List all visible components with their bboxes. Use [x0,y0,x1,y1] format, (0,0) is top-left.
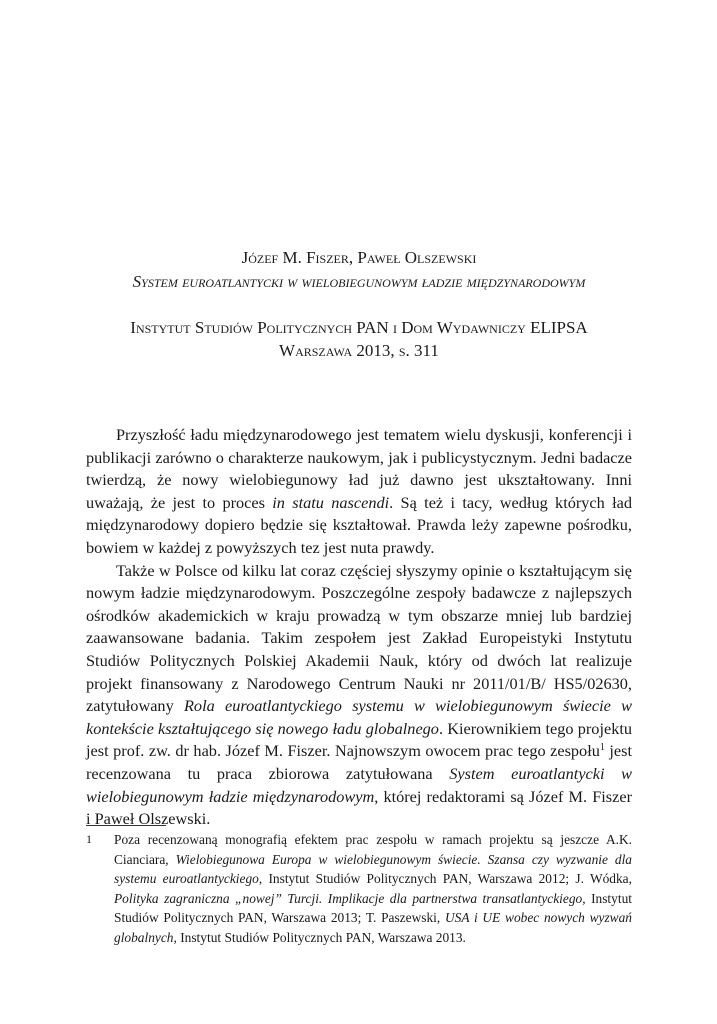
footnote-divider [86,825,166,826]
review-body [86,424,632,831]
paragraph-2 [86,560,632,831]
paragraph-2-italic-a: Rola euroatlantyckiego systemu w wielobiegunowym świecie w kontekście kształtującego się nowego ładu globalnego [86,696,633,738]
paragraph-2-text-b: . Kierownikiem tego projektu jest prof. zw. dr hab. Józef M. Fiszer. Najnowszym owocem prac tego zespołu [86,718,632,761]
footnote-italic-b: Polityka zagraniczna „nowej” Turcji. Implikacje dla partnerstwa transatlantyckiego [114,890,583,906]
place-year-pages: Warszawa 2013, s. 311 [279,341,439,360]
paragraph-2-text-a: Także w Polsce od kilku lat coraz częściej słyszymy opinie o kształtującym się nowym ładzie międzynarodowym. Poszczególne zespoły badawcze z najlepszych ośrodków akademickich w kraju prowadzą w tym obszarze mniej lub bardziej zaawansowane badania. Takim zespołem jest Zakład Europeistyki Instytutu Studiów Politycznych Polskiej Akademii Nauk, który od dwóch lat realizuje projekt finansowany z Narodowego Centrum Nauki nr 2011/01/B/ HS5/02630, zatytułowany [86,560,632,716]
footnote-text-b: , Instytut Studiów Politycznych PAN, Warszawa 2012; J. Wódka, [258,871,632,887]
paragraph-1-text-b: . Są też i tacy, według których ład międzynarodowy dopiero będzie się kształtował. Prawda leży zapewne pośrodku, bowiem w każdej z powyższych tez jest nuta prawdy. [86,492,633,557]
publisher: Instytut Studiów Politycznych PAN i Dom Wydawniczy ELIPSA [130,318,588,337]
paragraph-2-italic-b: System euroatlantycki w wielobiegunowym ładzie międzynarodowym [86,763,632,806]
paragraph-1 [86,424,632,560]
review-header-title [86,270,632,293]
footnote [86,830,632,948]
footnote-text-d: , Instytut Studiów Politycznych PAN, Warszawa 2013. [173,929,466,945]
authors: Józef M. Fiszer, Paweł Olszewski [241,248,477,267]
review-header-authors [86,246,632,269]
footnote-italic-c: USA i UE wobec nowych wyzwań globalnych [114,910,632,945]
paragraph-1-text-a: Przyszłość ładu międzynarodowego jest tematem wielu dyskusji, konferencji i publikacji zarówno o charakterze naukowym, jak i publicystycznym. Jedni badacze twierdzą, że nowy wielobiegunowy ład już dawno jest ukształtowany. Inni uważają, że jest to proces [86,425,632,512]
document-page [86,0,632,1024]
review-header-publisher [86,316,632,362]
paragraph-1-italic-a: in statu nascendi [272,492,390,512]
footnote-italic-a: Wielobiegunowa Europa w wielobiegunowym świecie. Szansa czy wyzwanie dla systemu euroatlantyckiego [114,851,633,887]
footnote-text-a: Poza recenzowaną monografią efektem prac zespołu w ramach projektu są jeszcze A.K. Cianciara, [114,832,632,867]
paragraph-2-text-d: , której redaktorami są Józef M. Fiszer i Paweł Olszewski. [86,786,633,829]
footnote-number: 1 [86,832,92,846]
footnote-reference: 1 [599,742,605,754]
footnote-text-c: , Instytut Studiów Politycznych PAN, Warszawa 2013; T. Paszewski, [114,890,632,926]
book-title: System euroatlantycki w wielobiegunowym ładzie międzynarodowym [132,272,586,291]
footnote-body [114,830,632,948]
paragraph-2-text-c: jest recenzowana tu praca zbiorowa zatytułowana [86,741,632,783]
